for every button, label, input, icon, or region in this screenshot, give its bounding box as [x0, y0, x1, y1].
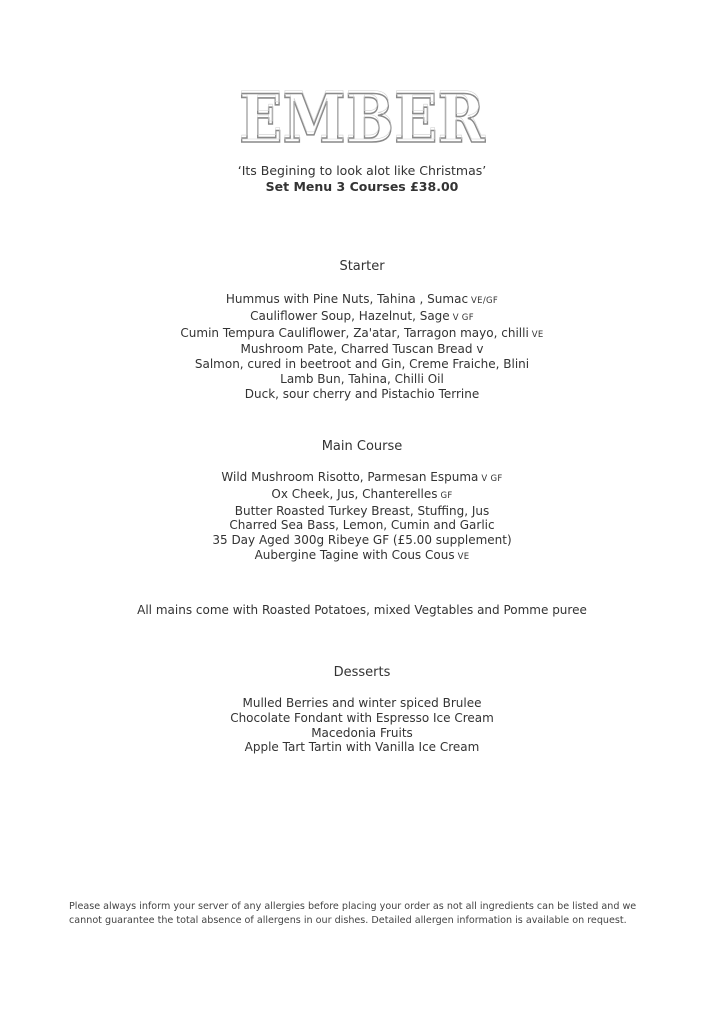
ember-logo-text: EMBER — [239, 86, 486, 152]
dish-name: Cumin Tempura Cauliflower, Za'atar, Tarragon mayo, chilli — [180, 325, 529, 340]
list-item — [0, 372, 724, 387]
list-item — [0, 518, 724, 533]
main-course-list — [0, 470, 724, 565]
dietary-tag: V GF — [452, 312, 474, 323]
dish-name: Charred Sea Bass, Lemon, Cumin and Garlic — [229, 518, 495, 533]
list-item — [0, 533, 724, 548]
dish-name: Lamb Bun, Tahina, Chilli Oil — [280, 371, 444, 386]
ember-logo-mark — [237, 86, 487, 152]
starter-heading: Starter — [339, 259, 385, 274]
list-item — [0, 740, 724, 755]
list-item — [0, 548, 724, 565]
dietary-tag: VE/GF — [471, 296, 499, 306]
dietary-tag: V GF — [481, 474, 503, 484]
list-item — [0, 696, 724, 711]
dish-name: Duck, sour cherry and Pistachio Terrine — [244, 386, 480, 401]
allergen-disclaimer: Please always inform your server of any allergies before placing your order as not all ingredients can be listed and we cannot guarantee the total absence of allergens in our dishes. Detailed allergen information is available on request. — [69, 901, 637, 926]
dish-name: Mushroom Pate, Charred Tuscan Bread v — [240, 342, 484, 357]
list-item — [0, 470, 724, 487]
list-item — [0, 504, 724, 519]
mains-side-note: All mains come with Roasted Potatoes, mixed Vegtables and Pomme puree — [137, 603, 587, 617]
ember-logo-inline: EMBER — [239, 86, 486, 152]
list-item — [0, 357, 724, 372]
desserts-heading: Desserts — [333, 665, 391, 680]
dietary-tag: VE — [531, 329, 544, 340]
set-menu-price: Set Menu 3 Courses £38.00 — [265, 179, 459, 194]
list-item — [0, 487, 724, 504]
dish-name: Butter Roasted Turkey Breast, Stuffing, Jus — [234, 503, 490, 518]
list-item — [0, 726, 724, 741]
dish-name: Hummus with Pine Nuts, Tahina , Sumac — [225, 292, 469, 306]
dietary-tag: VE — [457, 551, 470, 562]
dish-name: Aubergine Tagine with Cous Cous — [254, 547, 455, 562]
dish-name: Mulled Berries and winter spiced Brulee — [242, 696, 482, 710]
dietary-tag: GF — [440, 490, 453, 501]
dish-name: Cauliflower Soup, Hazelnut, Sage — [250, 308, 450, 323]
starter-list — [0, 292, 724, 402]
dish-name: Salmon, cured in beetroot and Gin, Creme Fraiche, Blini — [194, 357, 530, 372]
list-item — [0, 711, 724, 726]
dish-name: Chocolate Fondant with Espresso Ice Cream — [230, 710, 494, 725]
menu-tagline: ‘Its Begining to look alot like Christmas’ — [237, 163, 487, 178]
dish-name: Macedonia Fruits — [311, 725, 413, 740]
main-course-heading: Main Course — [321, 439, 403, 454]
ember-logo — [0, 86, 724, 152]
list-item — [0, 309, 724, 326]
dish-name: Wild Mushroom Risotto, Parmesan Espuma — [221, 470, 479, 484]
list-item — [0, 292, 724, 309]
dish-name: Ox Cheek, Jus, Chanterelles — [271, 486, 438, 501]
dish-name: Apple Tart Tartin with Vanilla Ice Cream — [244, 740, 480, 755]
list-item — [0, 387, 724, 402]
dish-name: 35 Day Aged 300g Ribeye GF (£5.00 supplement) — [212, 533, 512, 548]
list-item — [0, 326, 724, 343]
list-item — [0, 342, 724, 357]
desserts-list — [0, 696, 724, 755]
